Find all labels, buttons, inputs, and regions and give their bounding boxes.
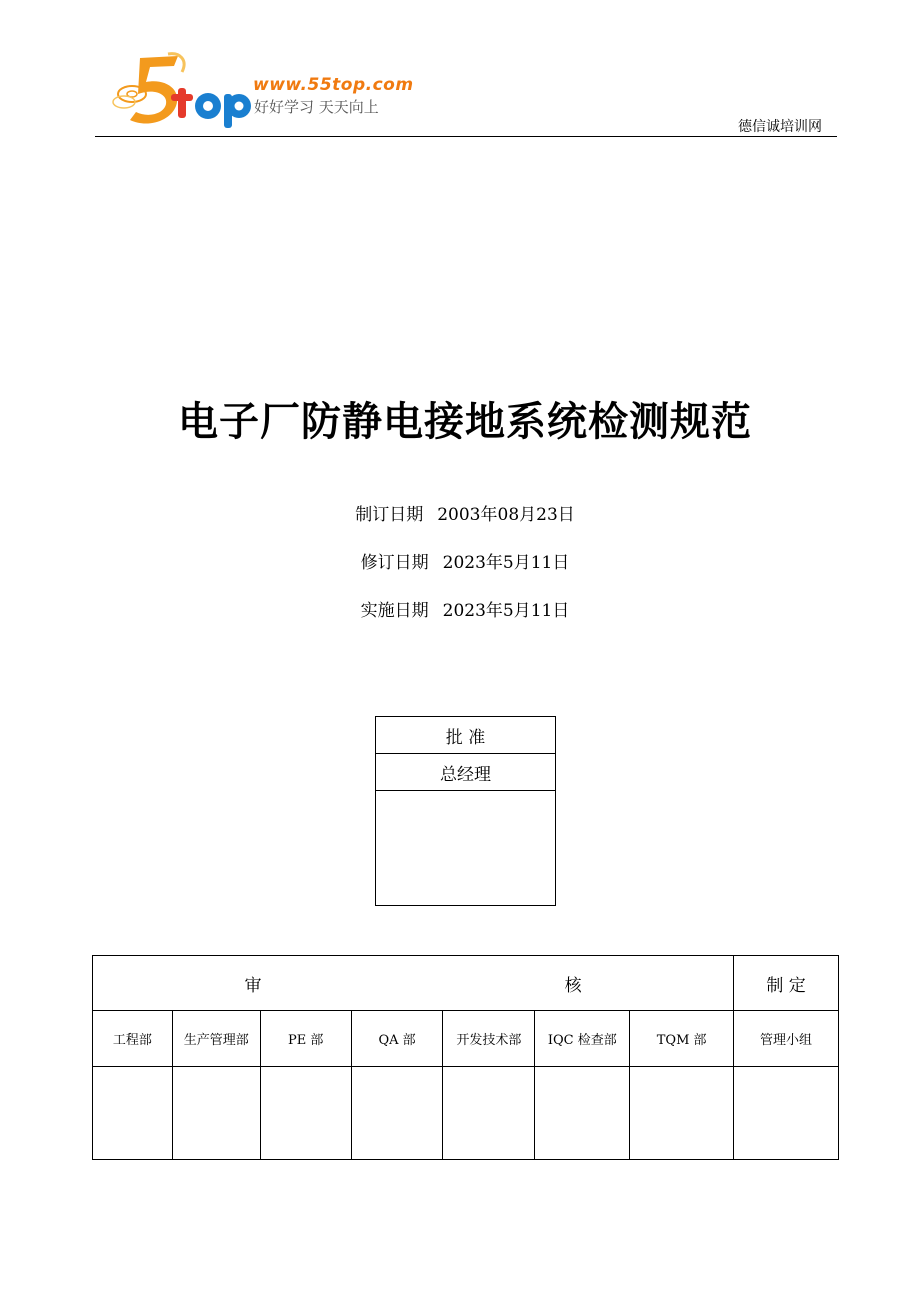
signature-cell (443, 1067, 535, 1160)
review-header (93, 956, 734, 1011)
dept-cell-tqm: TQM 部 (630, 1011, 734, 1067)
signature-cell (630, 1067, 734, 1160)
5top-logo-mark (108, 50, 253, 132)
review-table (92, 955, 839, 1160)
date-label: 实施日期 (360, 601, 429, 621)
signature-cell (734, 1067, 839, 1160)
review-header-right: 核 (564, 975, 582, 996)
date-label: 制订日期 (355, 505, 424, 525)
signature-cell (260, 1067, 351, 1160)
date-label: 修订日期 (360, 553, 429, 573)
date-value: 2003年08月23日 (437, 505, 575, 525)
formulate-group-cell: 管理小组 (734, 1011, 839, 1067)
dept-cell-iqc: IQC 检查部 (535, 1011, 630, 1067)
approval-header: 批 准 (376, 717, 556, 754)
signature-cell (172, 1067, 260, 1160)
logo-url-text: www.55top.com (253, 75, 414, 95)
dept-cell-pe: PE 部 (260, 1011, 351, 1067)
date-row-created (0, 500, 920, 525)
dept-cell-qa: QA 部 (351, 1011, 443, 1067)
signature-cell (535, 1067, 630, 1160)
formulate-header: 制 定 (734, 956, 839, 1011)
dept-cell-engineering: 工程部 (93, 1011, 173, 1067)
header-divider (95, 136, 837, 137)
approval-role: 总经理 (376, 754, 556, 791)
date-row-effective (0, 596, 920, 621)
dept-cell-development: 开发技术部 (443, 1011, 535, 1067)
signature-cell (351, 1067, 443, 1160)
approval-signature-cell (376, 791, 556, 906)
date-value: 2023年5月11日 (442, 601, 570, 621)
approval-table (375, 716, 556, 906)
logo-slogan: 好好学习 天天向上 (254, 98, 379, 116)
signature-cell (93, 1067, 173, 1160)
review-header-left: 审 (244, 975, 262, 996)
document-title: 电子厂防静电接地系统检测规范 (178, 399, 752, 445)
site-name: 德信诚培训网 (738, 119, 822, 135)
date-value: 2023年5月11日 (442, 553, 570, 573)
date-row-revised (0, 548, 920, 573)
dept-cell-production: 生产管理部 (172, 1011, 260, 1067)
site-logo (108, 50, 428, 132)
